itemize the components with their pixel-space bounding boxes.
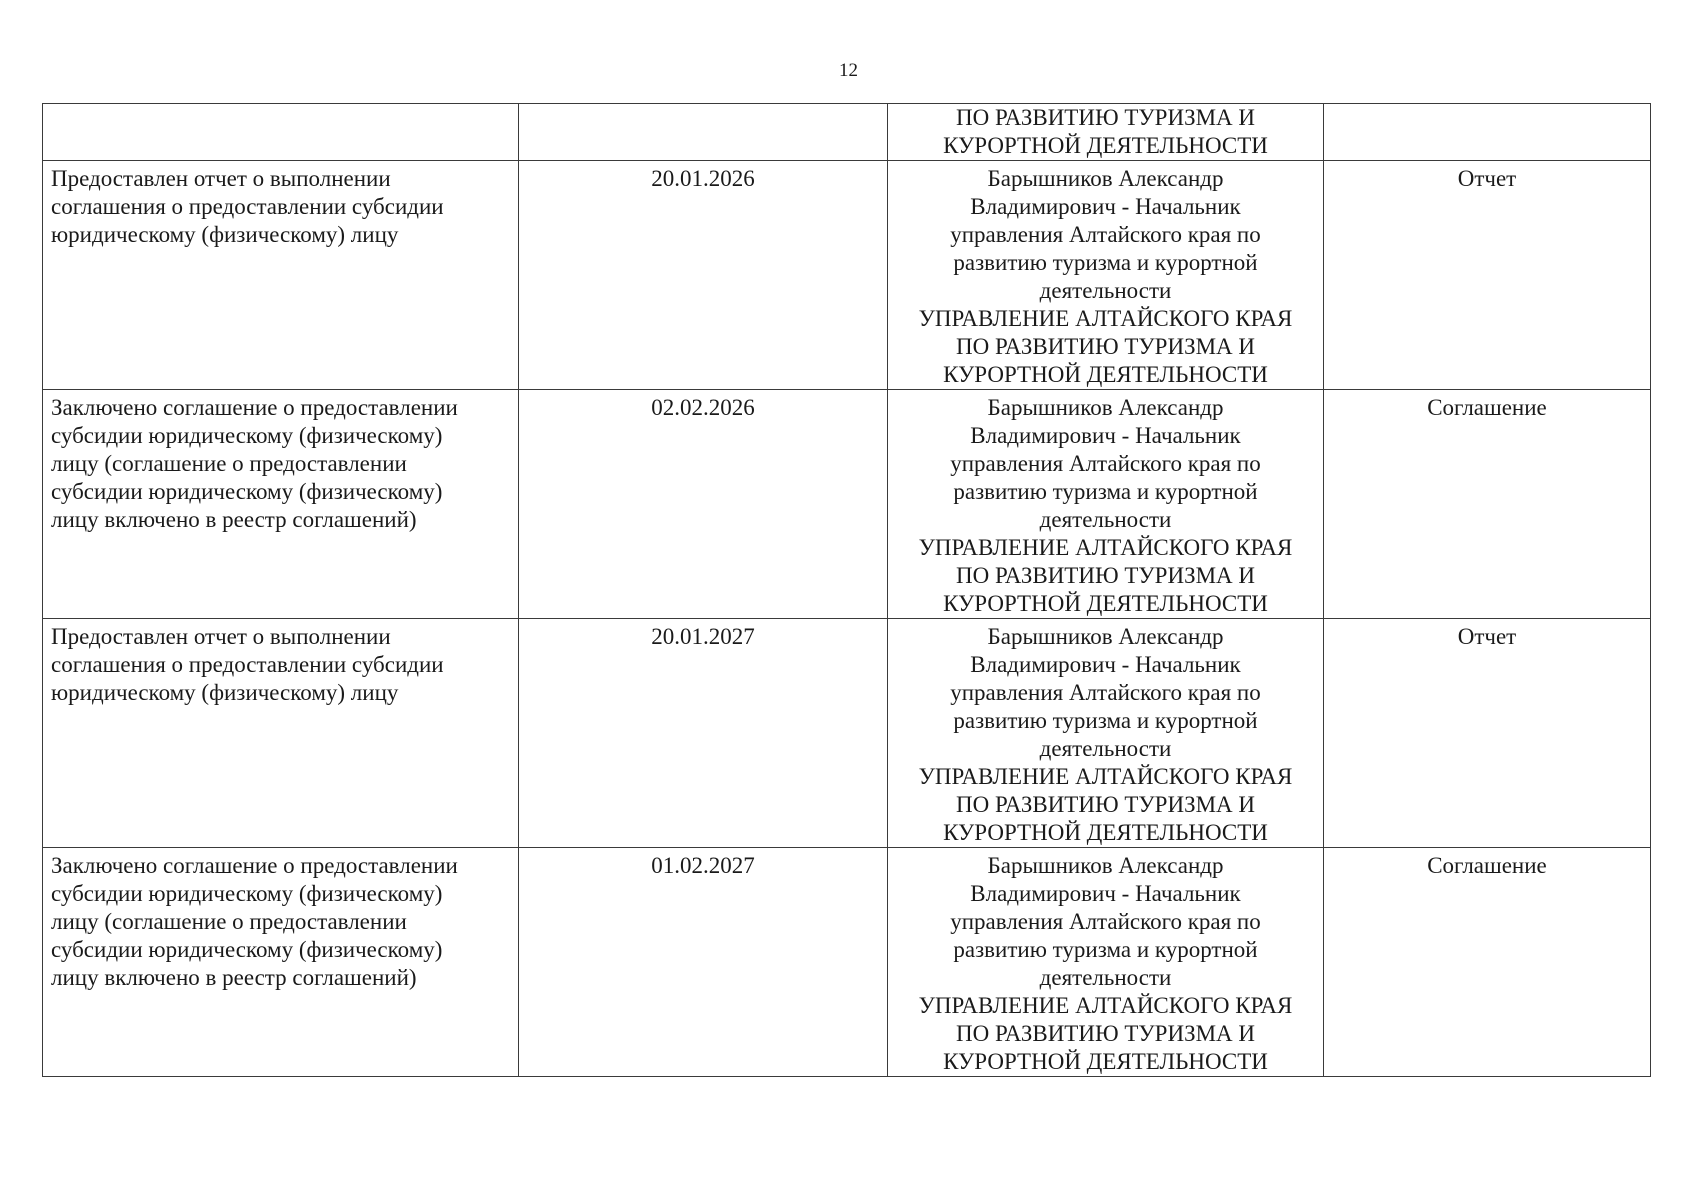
responsible-line: КУРОРТНОЙ ДЕЯТЕЛЬНОСТИ <box>943 362 1268 387</box>
responsible-line: деятельности <box>1039 965 1172 990</box>
event-line: Заключено соглашение о предоставлении <box>51 853 458 878</box>
event-cell <box>43 848 519 1077</box>
responsible-line: управления Алтайского края по <box>950 909 1261 934</box>
document-cell: Отчет <box>1324 161 1651 390</box>
event-line: лицу включено в реестр соглашений) <box>51 507 417 532</box>
event-line: юридическому (физическому) лицу <box>51 680 399 705</box>
responsible-line: Барышников Александр <box>987 624 1224 649</box>
responsible-line: развитию туризма и курортной <box>953 250 1258 275</box>
responsible-line: Барышников Александр <box>987 395 1224 420</box>
responsible-line: развитию туризма и курортной <box>953 937 1258 962</box>
responsible-line: УПРАВЛЕНИЕ АЛТАЙСКОГО КРАЯ <box>918 306 1293 331</box>
responsible-line: КУРОРТНОЙ ДЕЯТЕЛЬНОСТИ <box>943 133 1268 158</box>
responsible-line: деятельности <box>1039 507 1172 532</box>
event-line: субсидии юридическому (физическому) <box>51 937 443 962</box>
event-line: лицу включено в реестр соглашений) <box>51 965 417 990</box>
table-row <box>43 390 1651 619</box>
responsible-line: Владимирович - Начальник <box>970 652 1241 677</box>
event-line: соглашения о предоставлении субсидии <box>51 652 444 677</box>
responsible-line: управления Алтайского края по <box>950 222 1261 247</box>
responsible-line: ПО РАЗВИТИЮ ТУРИЗМА И <box>955 1021 1256 1046</box>
date-cell <box>519 104 888 161</box>
responsible-line: Барышников Александр <box>987 166 1224 191</box>
responsible-cell <box>888 161 1324 390</box>
responsible-line: ПО РАЗВИТИЮ ТУРИЗМА И <box>955 563 1256 588</box>
responsible-line: деятельности <box>1039 736 1172 761</box>
responsible-line: управления Алтайского края по <box>950 680 1261 705</box>
responsible-line: КУРОРТНОЙ ДЕЯТЕЛЬНОСТИ <box>943 591 1268 616</box>
event-line: субсидии юридическому (физическому) <box>51 881 443 906</box>
responsible-cell <box>888 619 1324 848</box>
document-cell: Соглашение <box>1324 390 1651 619</box>
events-table <box>42 103 1651 1077</box>
responsible-line: управления Алтайского края по <box>950 451 1261 476</box>
responsible-line: ПО РАЗВИТИЮ ТУРИЗМА И <box>955 792 1256 817</box>
responsible-line: деятельности <box>1039 278 1172 303</box>
event-line: соглашения о предоставлении субсидии <box>51 194 444 219</box>
date-cell: 20.01.2026 <box>519 161 888 390</box>
responsible-cell <box>888 390 1324 619</box>
responsible-line: КУРОРТНОЙ ДЕЯТЕЛЬНОСТИ <box>943 1049 1268 1074</box>
responsible-line: КУРОРТНОЙ ДЕЯТЕЛЬНОСТИ <box>943 820 1268 845</box>
date-cell: 02.02.2026 <box>519 390 888 619</box>
event-line: лицу (соглашение о предоставлении <box>51 909 407 934</box>
table-row-continued <box>43 104 1651 161</box>
event-line: Заключено соглашение о предоставлении <box>51 395 458 420</box>
responsible-line: Владимирович - Начальник <box>970 881 1241 906</box>
responsible-line: ПО РАЗВИТИЮ ТУРИЗМА И <box>955 334 1256 359</box>
responsible-line: Владимирович - Начальник <box>970 194 1241 219</box>
responsible-line: развитию туризма и курортной <box>953 708 1258 733</box>
page-number: 12 <box>839 60 858 81</box>
event-cell <box>43 104 519 161</box>
event-line: юридическому (физическому) лицу <box>51 222 399 247</box>
event-line: Предоставлен отчет о выполнении <box>51 166 391 191</box>
responsible-line: УПРАВЛЕНИЕ АЛТАЙСКОГО КРАЯ <box>918 535 1293 560</box>
table-row <box>43 619 1651 848</box>
responsible-line: ПО РАЗВИТИЮ ТУРИЗМА И <box>955 105 1256 130</box>
responsible-line: УПРАВЛЕНИЕ АЛТАЙСКОГО КРАЯ <box>918 993 1293 1018</box>
event-line: лицу (соглашение о предоставлении <box>51 451 407 476</box>
document-cell <box>1324 104 1651 161</box>
event-cell <box>43 161 519 390</box>
responsible-line: Владимирович - Начальник <box>970 423 1241 448</box>
table-row <box>43 161 1651 390</box>
responsible-cell <box>888 104 1324 161</box>
event-cell <box>43 619 519 848</box>
event-cell <box>43 390 519 619</box>
event-line: субсидии юридическому (физическому) <box>51 479 443 504</box>
responsible-line: УПРАВЛЕНИЕ АЛТАЙСКОГО КРАЯ <box>918 764 1293 789</box>
event-line: субсидии юридическому (физическому) <box>51 423 443 448</box>
event-line: Предоставлен отчет о выполнении <box>51 624 391 649</box>
responsible-line: развитию туризма и курортной <box>953 479 1258 504</box>
table-row <box>43 848 1651 1077</box>
document-cell: Отчет <box>1324 619 1651 848</box>
date-cell: 01.02.2027 <box>519 848 888 1077</box>
responsible-cell <box>888 848 1324 1077</box>
document-cell: Соглашение <box>1324 848 1651 1077</box>
date-cell: 20.01.2027 <box>519 619 888 848</box>
responsible-line: Барышников Александр <box>987 853 1224 878</box>
